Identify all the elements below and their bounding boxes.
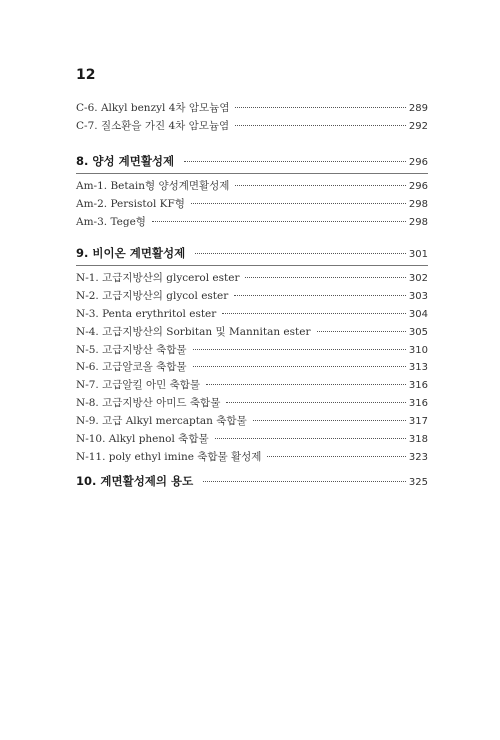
dot-leader xyxy=(193,349,406,350)
toc-entry-page: 289 xyxy=(408,103,428,114)
section-divider xyxy=(76,265,428,266)
dot-leader xyxy=(234,295,406,296)
toc-entry xyxy=(76,118,428,136)
toc-entry-page: 298 xyxy=(408,198,428,210)
toc-entry-page: 292 xyxy=(408,120,428,132)
toc-entry xyxy=(76,324,428,342)
toc-section-8 xyxy=(76,151,428,232)
toc-entry-title: Am-3. Tege형 xyxy=(76,215,146,228)
dot-leader xyxy=(215,438,406,439)
toc-entry-title: C-7. 질소환을 가진 4차 암모늄염 xyxy=(76,119,230,132)
toc-entry-title: N-1. 고급지방산의 glycerol ester xyxy=(76,272,240,284)
toc-section-9 xyxy=(76,243,428,467)
section-heading-title: 10. 계면활성제의 용도 xyxy=(76,474,194,488)
dot-leader xyxy=(226,402,406,403)
dot-leader xyxy=(195,253,406,254)
toc-entry-title: N-9. 고급 Alkyl mercaptan 축합물 xyxy=(76,415,247,428)
toc-entry-page: 303 xyxy=(408,290,428,302)
toc-entry xyxy=(76,342,428,360)
toc-entry-page: 316 xyxy=(408,398,428,410)
dot-leader xyxy=(317,331,406,332)
toc-entry-title: N-2. 고급지방산의 glycol ester xyxy=(76,289,229,302)
toc-entry-page: 298 xyxy=(408,216,428,228)
toc-entry-title: N-8. 고급지방산 아미드 축합물 xyxy=(76,397,221,410)
toc-entry-title: Am-1. Betain형 양성계면활성제 xyxy=(76,180,230,192)
dot-leader xyxy=(191,203,406,204)
dot-leader xyxy=(203,481,406,482)
dot-leader xyxy=(235,185,405,186)
toc-entry-title: N-3. Penta erythritol ester xyxy=(76,307,217,320)
toc-entry-title: N-6. 고급알코올 축합물 xyxy=(76,361,187,374)
section-divider xyxy=(76,173,428,174)
dot-leader xyxy=(267,456,405,457)
dot-leader xyxy=(193,366,406,367)
toc-entry xyxy=(76,395,428,413)
dot-leader xyxy=(245,277,405,278)
page-number: 12 xyxy=(76,67,96,83)
toc-entry-page: 318 xyxy=(408,434,428,446)
toc-entry-title: N-10. Alkyl phenol 축합물 xyxy=(76,433,209,446)
section-heading-page: 301 xyxy=(408,249,428,260)
toc-entry xyxy=(76,196,428,214)
section-heading xyxy=(76,151,428,171)
toc-entry xyxy=(76,270,428,288)
toc-entry xyxy=(76,449,428,467)
dot-leader xyxy=(206,384,406,385)
toc-entry-page: 296 xyxy=(408,181,428,192)
section-heading-title: 9. 비이온 계면활성제 xyxy=(76,246,186,260)
dot-leader xyxy=(152,221,406,222)
toc-entry xyxy=(76,288,428,306)
toc-entry-page: 323 xyxy=(408,451,428,463)
toc-entry xyxy=(76,100,428,118)
section-heading-title: 8. 양성 계면활성제 xyxy=(76,154,175,168)
toc-entry-page: 302 xyxy=(408,273,428,284)
toc-entry xyxy=(76,377,428,395)
toc-entry-page: 304 xyxy=(408,308,428,320)
toc-entry-title: N-5. 고급지방산 축합물 xyxy=(76,343,187,356)
toc-entry xyxy=(76,178,428,196)
toc-entry-page: 310 xyxy=(408,344,428,356)
dot-leader xyxy=(235,125,406,126)
toc-entry-page: 317 xyxy=(408,416,428,428)
dot-leader xyxy=(235,107,405,108)
toc-entry xyxy=(76,214,428,232)
toc-entry-page: 305 xyxy=(408,326,428,338)
toc-entry-title: C-6. Alkyl benzyl 4차 암모늄염 xyxy=(76,102,230,114)
toc-entry xyxy=(76,413,428,431)
section-heading-page: 325 xyxy=(408,477,428,488)
toc-entry xyxy=(76,306,428,324)
toc-entry-page: 316 xyxy=(408,380,428,392)
section-heading xyxy=(76,243,428,263)
toc-block-c xyxy=(76,100,428,136)
toc-entry-title: N-7. 고급알킬 아민 축합물 xyxy=(76,379,201,392)
toc-section-10 xyxy=(76,471,428,491)
section-heading xyxy=(76,471,428,491)
dot-leader xyxy=(184,161,406,162)
dot-leader xyxy=(222,313,406,314)
toc-entry-title: N-11. poly ethyl imine 축합물 활성제 xyxy=(76,450,262,463)
toc-entry-title: N-4. 고급지방산의 Sorbitan 및 Mannitan ester xyxy=(76,325,311,338)
toc-entry xyxy=(76,359,428,377)
toc-entry-page: 313 xyxy=(408,362,428,374)
dot-leader xyxy=(253,420,406,421)
toc-entry xyxy=(76,431,428,449)
toc-entry-title: Am-2. Persistol KF형 xyxy=(76,197,185,210)
section-heading-page: 296 xyxy=(408,157,428,168)
